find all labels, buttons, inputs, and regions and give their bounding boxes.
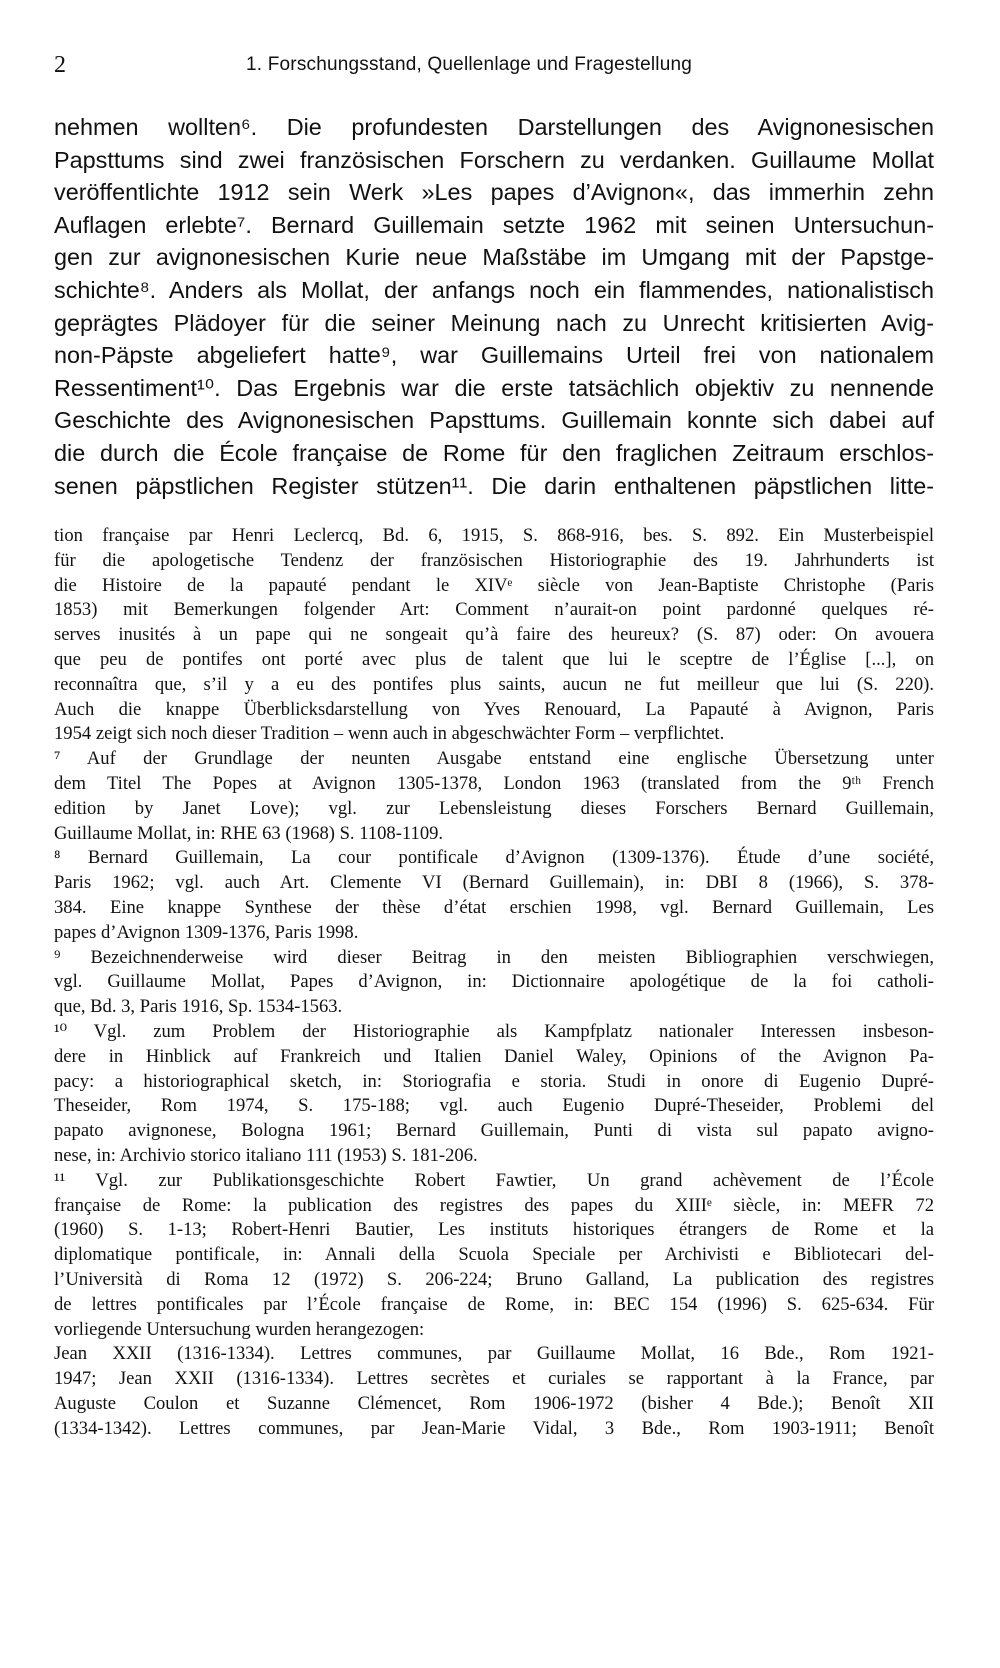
footnote-line: vorliegende Untersuchung wurden herangezogen: — [54, 1318, 425, 1340]
main-text-line: die durch die École française de Rome für den fraglichen Zeitraum erschlos- — [54, 439, 934, 466]
footnote-line: Paris 1962; vgl. auch Art. Clemente VI (Bernard Guillemain), in: DBI 8 (1966), S. 378- — [54, 872, 934, 894]
footnote-line: Theseider, Rom 1974, S. 175-188; vgl. auch Eugenio Dupré-Theseider, Problemi del — [54, 1095, 934, 1117]
footnote-line: ⁷ Auf der Grundlage der neunten Ausgabe entstand eine englische Übersetzung unter — [54, 748, 934, 770]
footnote-line: 384. Eine knappe Synthese der thèse d’état erschien 1998, vgl. Bernard Guillemain, Les — [54, 896, 934, 918]
main-text-line: Geschichte des Avignonesischen Papsttums. Guillemain konnte sich dabei auf — [54, 407, 934, 434]
main-text-line: gen zur avignonesischen Kurie neue Maßstäbe im Umgang mit der Papstge- — [54, 244, 934, 271]
footnote-line: ⁹ Bezeichnenderweise wird dieser Beitrag in den meisten Bibliographien verschwiegen, — [54, 946, 934, 968]
footnote-line: de lettres pontificales par l’École française de Rome, in: BEC 154 (1996) S. 625-634. Für — [54, 1293, 934, 1315]
footnote-line: dere in Hinblick auf Frankreich und Italien Daniel Waley, Opinions of the Avignon Pa- — [54, 1045, 934, 1067]
footnote-line: l’Università di Roma 12 (1972) S. 206-224; Bruno Galland, La publication des registres — [54, 1268, 934, 1290]
main-text-line: geprägtes Plädoyer für die seiner Meinung nach zu Unrecht kritisierten Avig- — [54, 309, 934, 336]
footnote-line: (1334-1342). Lettres communes, par Jean-Marie Vidal, 3 Bde., Rom 1903-1911; Benoît — [54, 1417, 934, 1439]
footnote-line: 1947; Jean XXII (1316-1334). Lettres secrètes et curiales se rapportant à la France, par — [54, 1368, 934, 1390]
main-text-line: senen päpstlichen Register stützen¹¹. Die darin enthaltenen päpstlichen litte- — [54, 472, 934, 499]
footnote-line: ¹⁰ Vgl. zum Problem der Historiographie als Kampfplatz nationaler Interessen insbeson- — [54, 1020, 934, 1042]
footnote-line: française de Rome: la publication des registres des papes du XIIIᵉ siècle, in: MEFR 72 — [54, 1194, 934, 1216]
page-number: 2 — [54, 52, 66, 78]
footnote-line: die Histoire de la papauté pendant le XIVᵉ siècle von Jean-Baptiste Christophe (Paris — [54, 574, 934, 596]
main-text-line: veröffentlichte 1912 sein Werk »Les papes d’Avignon«, das immerhin zehn — [54, 179, 934, 206]
footnote-line: papes d’Avignon 1309-1376, Paris 1998. — [54, 921, 359, 943]
main-text-line: Auflagen erlebte⁷. Bernard Guillemain setzte 1962 mit seinen Untersuchun- — [54, 211, 934, 238]
footnote-line: pacy: a historiographical sketch, in: Storiografia e storia. Studi in onore di Eugenio Dupré- — [54, 1070, 934, 1092]
footnote-line: ⁸ Bernard Guillemain, La cour pontificale d’Avignon (1309-1376). Étude d’une société, — [54, 847, 934, 869]
main-text-line: Papsttums sind zwei französischen Forschern zu verdanken. Guillaume Mollat — [54, 146, 934, 173]
footnote-line: Auch die knappe Überblicksdarstellung von Yves Renouard, La Papauté à Avignon, Paris — [54, 698, 934, 720]
main-text-line: schichte⁸. Anders als Mollat, der anfangs noch ein flammendes, nationalistisch — [54, 276, 934, 303]
page-header — [54, 52, 940, 82]
footnote-line: que, Bd. 3, Paris 1916, Sp. 1534-1563. — [54, 996, 343, 1018]
running-head: 1. Forschungsstand, Quellenlage und Fragestellung — [246, 54, 693, 75]
footnote-line: reconnaîtra que, s’il y a eu des pontifes plus saints, aucun ne fut meilleur que lui (S. 220). — [54, 673, 934, 695]
footnote-line: vgl. Guillaume Mollat, Papes d’Avignon, in: Dictionnaire apologétique de la foi catholi- — [54, 971, 934, 993]
footnote-line: Jean XXII (1316-1334). Lettres communes, par Guillaume Mollat, 16 Bde., Rom 1921- — [54, 1343, 934, 1365]
main-text-line: nehmen wollten⁶. Die profundesten Darstellungen des Avignonesischen — [54, 114, 934, 140]
footnote-line: (1960) S. 1-13; Robert-Henri Bautier, Les instituts historiques étrangers de Rome et la — [54, 1219, 934, 1241]
footnote-line: Guillaume Mollat, in: RHE 63 (1968) S. 1108-1109. — [54, 822, 444, 844]
main-text — [54, 111, 934, 502]
footnote-line: edition by Janet Love); vgl. zur Lebensleistung dieses Forschers Bernard Guillemain, — [54, 797, 934, 819]
footnote-line: ¹¹ Vgl. zur Publikationsgeschichte Robert Fawtier, Un grand achèvement de l’École — [54, 1169, 934, 1191]
main-text-line: non-Päpste abgeliefert hatte⁹, war Guillemains Urteil frei von nationalem — [54, 342, 934, 369]
footnote-line: serves inusités à un pape qui ne songeait qu’à faire des heureux? (S. 87) oder: On avouera — [54, 624, 934, 646]
footnotes — [54, 524, 934, 1441]
footnote-line: 1853) mit Bemerkungen folgender Art: Comment n’aurait-on point pardonné quelques ré- — [54, 599, 934, 621]
footnote-line: tion française par Henri Leclercq, Bd. 6, 1915, S. 868-916, bes. S. 892. Ein Musterbeispiel — [54, 525, 934, 546]
footnote-line: Auguste Coulon et Suzanne Clémencet, Rom 1906-1972 (bisher 4 Bde.); Benoît XII — [54, 1392, 934, 1414]
footnote-line: für die apologetische Tendenz der französischen Historiographie des 19. Jahrhunderts ist — [54, 549, 934, 571]
footnote-line: que peu de pontifes ont porté avec plus de talent que lui le sceptre de l’Église [...], on — [54, 648, 934, 670]
footnote-line: nese, in: Archivio storico italiano 111 (1953) S. 181-206. — [54, 1144, 478, 1166]
footnote-line: dem Titel The Popes at Avignon 1305-1378, London 1963 (translated from the 9ᵗʰ French — [54, 772, 934, 794]
main-text-line: Ressentiment¹⁰. Das Ergebnis war die erste tatsächlich objektiv zu nennende — [54, 374, 934, 401]
footnote-line: 1954 zeigt sich noch dieser Tradition – wenn auch in abgeschwächter Form – verpflichtet. — [54, 723, 725, 745]
footnote-line: diplomatique pontificale, in: Annali della Scuola Speciale per Archivisti e Bibliotecari del- — [54, 1244, 934, 1266]
footnote-line: papato avignonese, Bologna 1961; Bernard Guillemain, Punti di vista sul papato avigno- — [54, 1120, 934, 1142]
